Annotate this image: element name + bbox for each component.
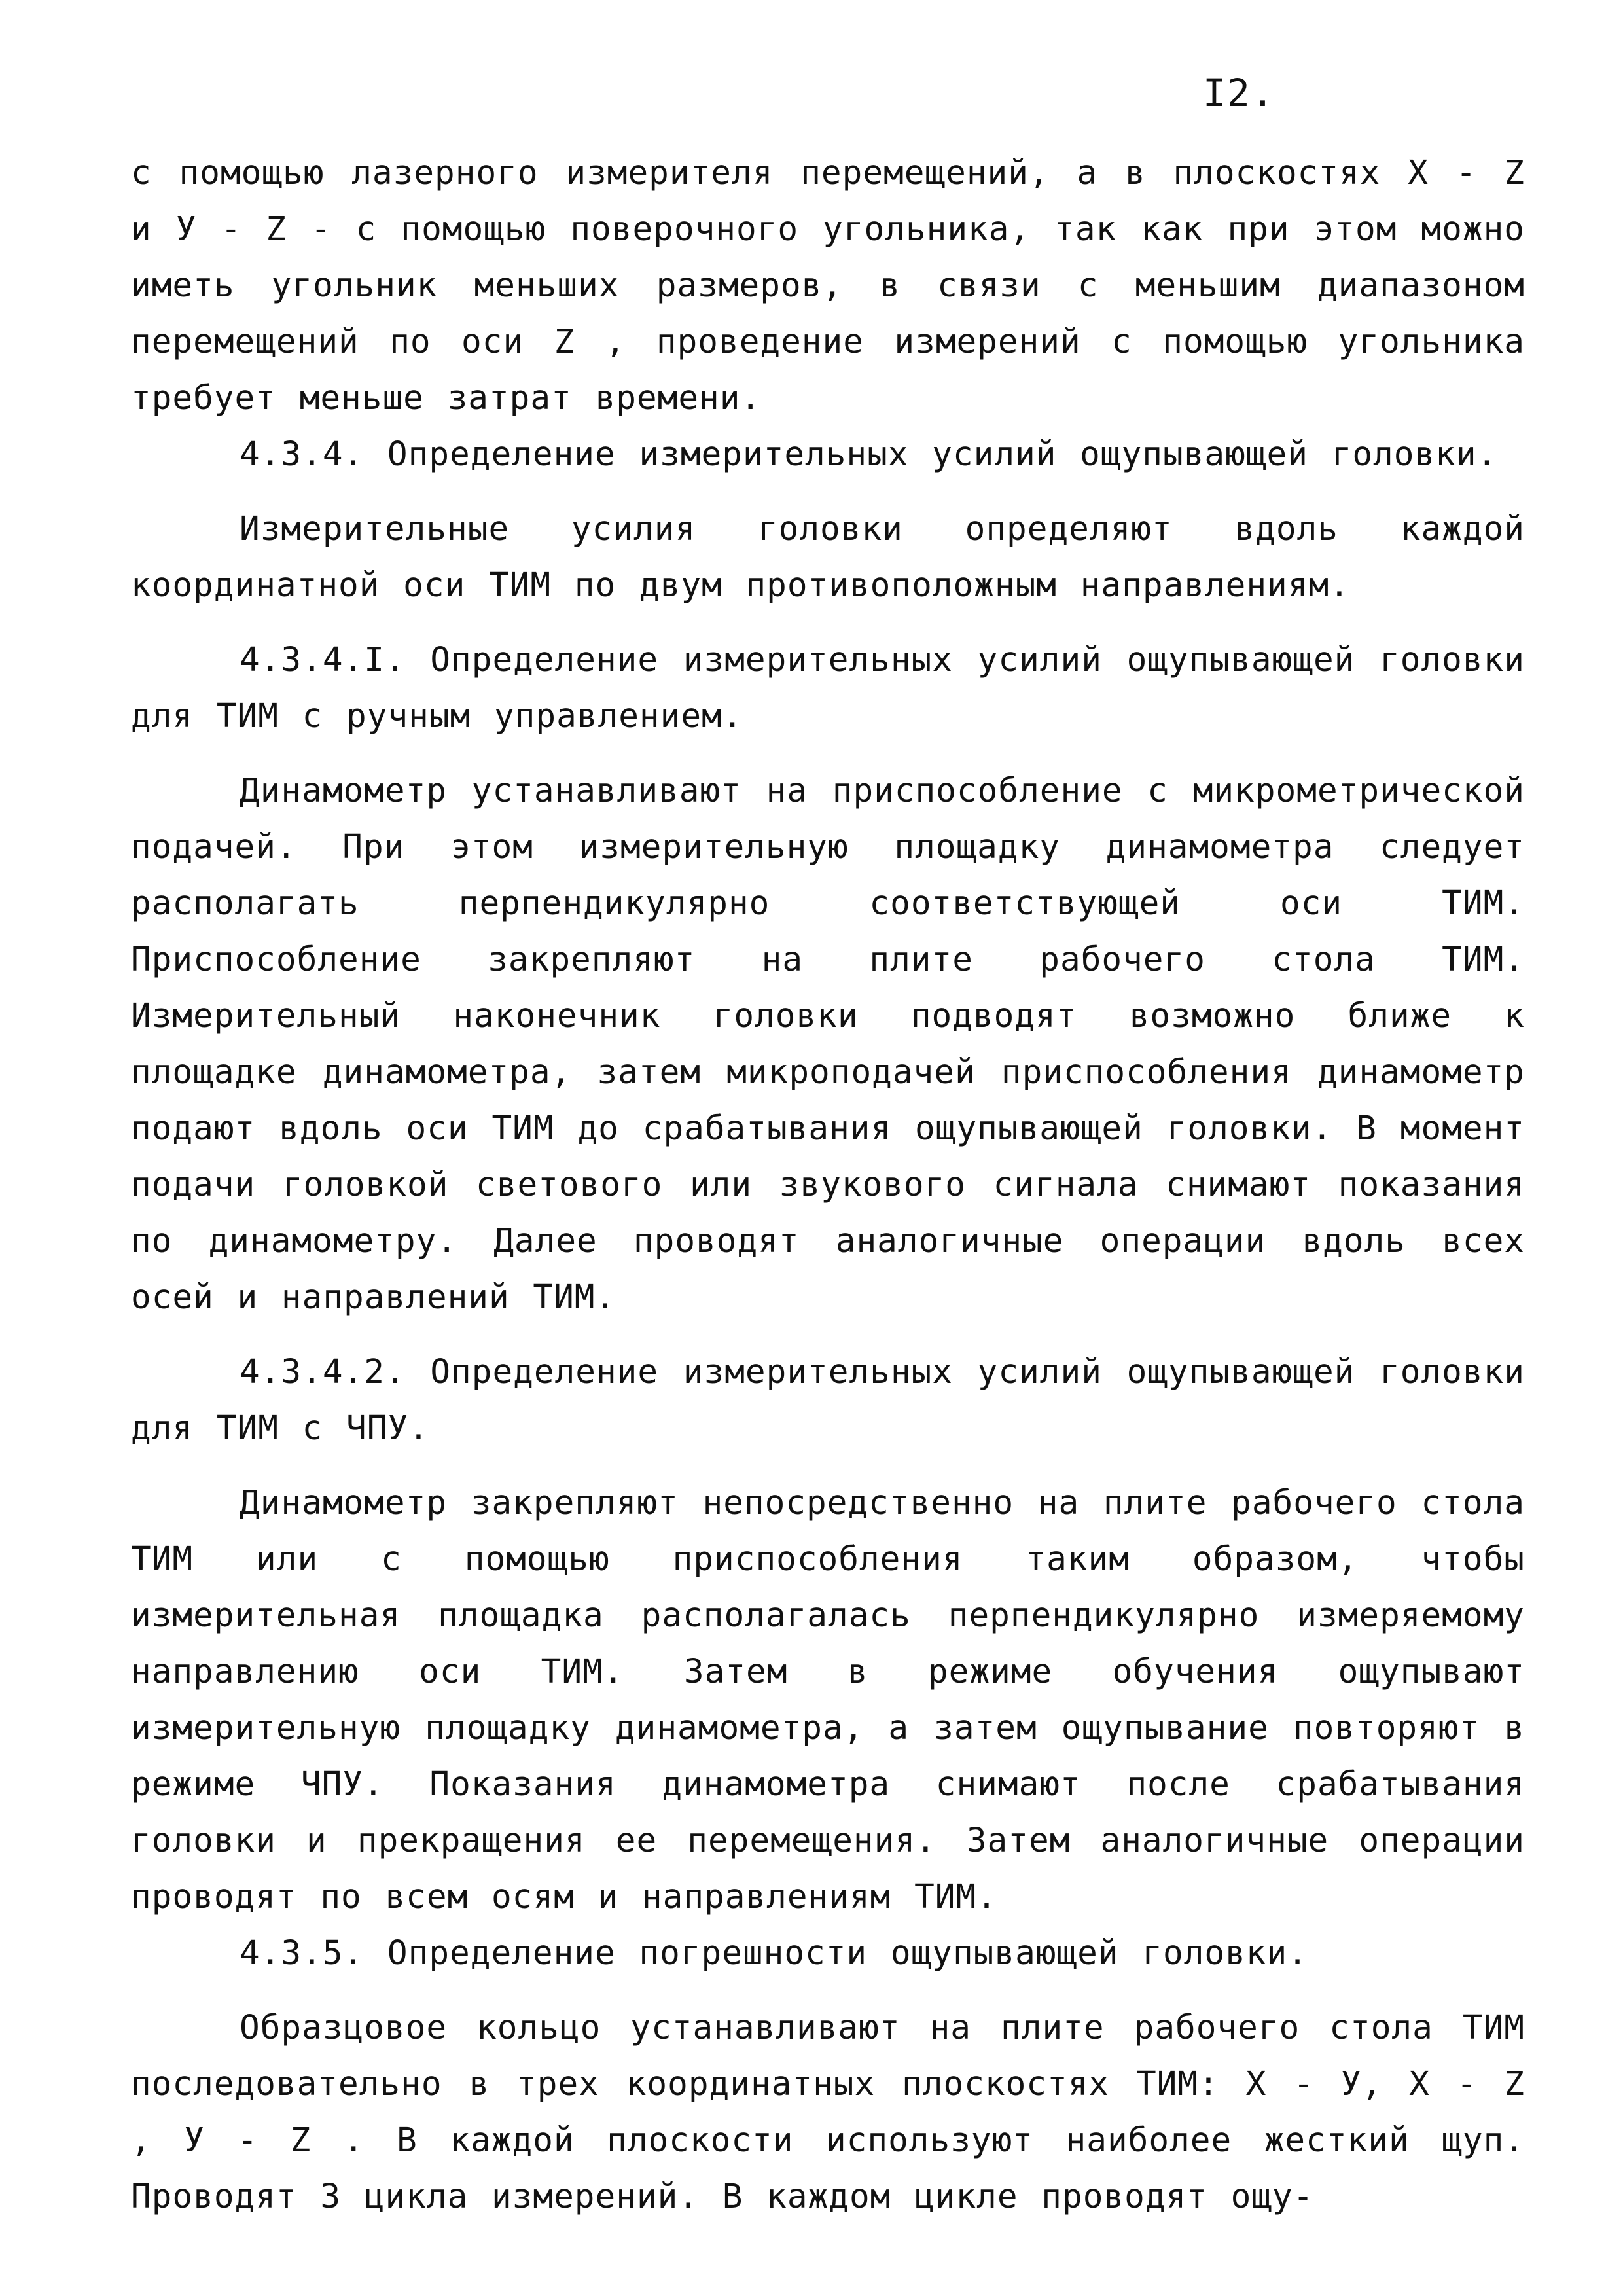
paragraph-measuring-forces-intro: Измерительные усилия головки определяют вдоль каждой координатной оси ТИМ по двум противоположным направлениям. — [131, 510, 1525, 605]
page-number: I2. — [1203, 71, 1275, 115]
paragraph-cnc-procedure: Динамометр закрепляют непосредственно на плите рабочего стола ТИМ или с помощью приспособления таким образом, чтобы измерительная площадка располагалась перпендикулярно измеряемому направлению оси ТИМ. Затем в режиме обучения ощупывают измерительную площадку динамометра, а затем ощупывание повторяют в режиме ЧПУ. Показания динамометра снимают после срабатывания головки и прекращения ее перемещения. Затем аналогичные операции проводят по всем осям и направлениям ТИМ. — [131, 1484, 1525, 1916]
section-heading-4-3-4: 4.3.4. Определение измерительных усилий ощупывающей головки. — [240, 435, 1498, 474]
paragraph-measurement-methods: с помощью лазерного измерителя перемещений, а в плоскостях Х - Z и У - Z - с помощью поверочного угольника, так как при этом можно иметь угольник меньших размеров, в связи с меньшим диапазоном перемещений по оси Z , проведение измерений с помощью угольника требует меньше затрат времени. — [131, 154, 1525, 418]
page-content — [131, 145, 1525, 2225]
paragraph-manual-control-procedure: Динамометр устанавливают на приспособление с микрометрической подачей. При этом измерительную площадку динамометра следует располагать перпендикулярно соответствующей оси ТИМ. Приспособление закрепляют на плите рабочего стола ТИМ. Измерительный наконечник головки подводят возможно ближе к площадке динамометра, затем микроподачей приспособления динамометр подают вдоль оси ТИМ до срабатывания ощупывающей головки. В момент подачи головкой светового или звукового сигнала снимают показания по динамометру. Далее проводят аналогичные операции вдоль всех осей и направлений ТИМ. — [131, 772, 1525, 1317]
paragraph-probe-error-procedure: Образцовое кольцо устанавливают на плите рабочего стола ТИМ последовательно в трех координатных плоскостях ТИМ: Х - У, Х - Z , У - Z . В каждой плоскости используют наиболее жесткий щуп. Проводят 3 цикла измерений. В каждом цикле проводят ощу- — [131, 2009, 1525, 2216]
section-heading-4-3-4-2: 4.3.4.2. Определение измерительных усилий ощупывающей головки для ТИМ с ЧПУ. — [131, 1353, 1525, 1448]
section-heading-4-3-4-1: 4.3.4.I. Определение измерительных усилий ощупывающей головки для ТИМ с ручным управлением. — [131, 641, 1525, 736]
section-heading-4-3-5: 4.3.5. Определение погрешности ощупывающей головки. — [240, 1934, 1308, 1973]
